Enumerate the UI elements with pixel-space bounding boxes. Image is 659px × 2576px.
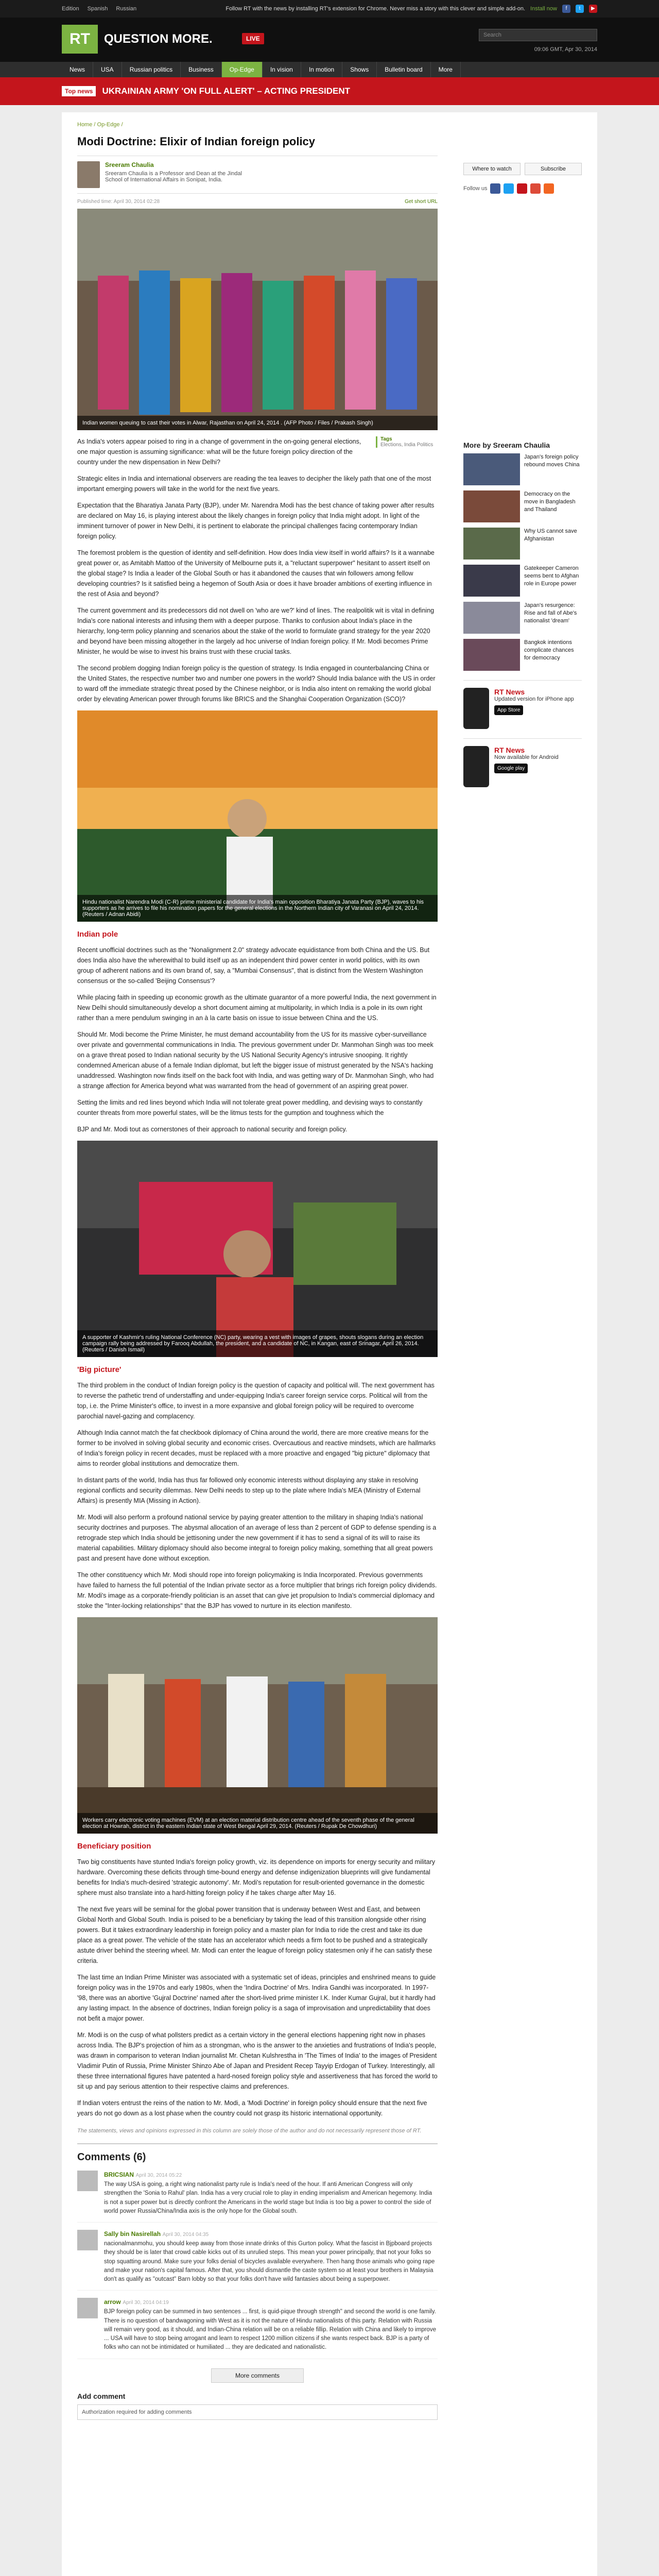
- more-by-thumb: [463, 565, 520, 597]
- photo-modi[interactable]: [77, 710, 438, 922]
- more-by-title[interactable]: Gatekeeper Cameron seems bent to Afghan role in Europe power: [524, 565, 579, 587]
- current-time: 09:06 GMT, Apr 30, 2014: [534, 46, 597, 53]
- nav-russian-politics[interactable]: Russian politics: [122, 62, 181, 77]
- photo-evm[interactable]: [77, 1617, 438, 1834]
- subheading-beneficiary: Beneficiary position: [77, 1842, 151, 1851]
- app-store-badge[interactable]: App Store: [494, 705, 523, 715]
- more-by-thumb: [463, 602, 520, 634]
- google-play-badge[interactable]: Google play: [494, 764, 528, 773]
- photo-evm-caption: Workers carry electronic voting machines (EVM) at an election material distribution centre ahead of the seventh phase of the general election at Howrah, district in the eastern Indian state of West Bengal April 29, 2014. (Reuters / Rupak De Chowdhuri): [77, 1813, 438, 1834]
- paragraph: In distant parts of the world, India has thus far followed only economic interests without displaying any stake in resolving regional conflicts and security dilemmas. New Delhi needs to step up to the plate where India's MEA (Ministry of External Affairs) is presently MIA (Missing in Action).: [77, 1477, 421, 1504]
- paragraph: As India's voters appear poised to ring in a change of government in the on-going general elections, one major question is assuming significance: what will be the future foreign policy direction of the country under the new dispensation in New Delhi?: [77, 438, 361, 466]
- comment-text: The way USA is going, a right wing nationalist party rule is India's need of the hour. If anti American Congress will only strengthen the 'Sonia to Rahul' plan. India has a very crucial role to play in ending imperialism and American hegemony. India is not a super power but is directly confront the Americans in the world stage but India is too big a power to control the side of world power Russia/China/India axis is the only hope for the Global south.: [104, 2181, 432, 2214]
- page-content: [62, 112, 597, 2576]
- sidebar: [463, 132, 582, 787]
- android-app-title: RT News: [494, 746, 525, 754]
- comment-item: [77, 2298, 438, 2359]
- comment-time: April 30, 2014 04:35: [162, 2232, 209, 2238]
- header: [0, 18, 659, 62]
- more-by-title[interactable]: Bangkok intentions complicate chances for democracy: [524, 639, 574, 661]
- rt-logo[interactable]: RT: [62, 25, 98, 54]
- more-by-title[interactable]: Why US cannot save Afghanistan: [524, 528, 577, 542]
- photo-kashmir-caption: A supporter of Kashmir's ruling National Conference (NC) party, wearing a vest with images of grapes, shouts slogans during an election campaign rally being addressed by Farooq Abdullah, the president, and a candidate of NC, in Kangan, east of Srinagar, April 26, 2014. (Reuters / Danish Ismail): [77, 1330, 438, 1357]
- iphone-app-subtitle: Updated version for iPhone app: [494, 696, 574, 702]
- facebook-icon[interactable]: f: [562, 5, 570, 13]
- tags-value[interactable]: Elections, India Politics: [380, 442, 433, 448]
- twitter-icon[interactable]: [504, 183, 514, 194]
- nav-business[interactable]: Business: [181, 62, 222, 77]
- more-by-item[interactable]: [463, 490, 582, 522]
- main-nav: [0, 62, 659, 77]
- paragraph: The next five years will be seminal for the global power transition that is underway between West and East, and between Global North and Global South. India is poised to be a beneficiary by taking the lead of this transition alongside other rising powers. But it takes extraordinary leadership in foreign policy and a master plan for India to ride the crest and take its due place as a great power. The vehicle of the state has an accelerator which needs a firm foot to be pushed and a strategically astute driver behind the steering wheel. Mr. Modi can enter the league of foreign policy statesmen only if he can satisfy these criteria.: [77, 1906, 432, 1964]
- more-by-heading: More by Sreeram Chaulia: [463, 441, 550, 449]
- schedule-button[interactable]: Subscribe: [525, 163, 582, 175]
- youtube-icon[interactable]: [517, 183, 527, 194]
- follow-us: [463, 183, 582, 194]
- comment-item: [77, 2230, 438, 2291]
- nav-op-edge[interactable]: Op-Edge: [222, 62, 263, 77]
- nav-bulletin-board[interactable]: Bulletin board: [377, 62, 430, 77]
- photo-voters[interactable]: [77, 209, 438, 430]
- paragraph: Mr. Modi will also perform a profound national service by paying greater attention to the military in shaping India's national security doctrines and purposes. The abysmal allocation of an average of less than 2 percent of GDP to defense spending is a retrograde step which India should be jettisoning under the new government if it has to send a signal of its will to raise its material capabilities. Military diplomacy should also become integral to foreign policy making, something that all great powers past and present have done without exception.: [77, 1514, 437, 1562]
- phone-icon: [463, 746, 489, 787]
- android-app-subtitle: Now available for Android: [494, 754, 559, 760]
- paragraph: Although India cannot match the fat checkbook diplomacy of China around the world, there are more creative means for the former to be involved in solving global security and economic crises. Overcautious and reactive mindsets, which are hallmarks of India's foreign policy in recent decades, must be replaced with a more proactive and engaged "big picture" diplomacy that aims to reorder global institutions and democratize them.: [77, 1429, 436, 1467]
- paragraph: Recent unofficial doctrines such as the "Nonalignment 2.0" strategy advocate equidistance from both China and the US. But does India also have the wherewithal to build itself up as an independent third power center in world politics, with its own group of adherent nations and its own brand of, say, a "Mumbai Consensus", that is distinct from the Western Washington consensus or the so-called 'Beijing Consensus'?: [77, 946, 430, 985]
- more-by-title[interactable]: Japan's foreign policy rebound moves China: [524, 454, 580, 468]
- breaking-text[interactable]: UKRAINIAN ARMY 'ON FULL ALERT' – ACTING PRESIDENT: [102, 86, 351, 96]
- nav-news[interactable]: News: [62, 62, 93, 77]
- nav-shows[interactable]: Shows: [342, 62, 377, 77]
- photo-voters-caption: Indian women queuing to cast their votes in Alwar, Rajasthan on April 24, 2014 . (AFP Photo / Files / Prakash Singh): [77, 416, 438, 430]
- language-spanish[interactable]: Spanish: [87, 6, 108, 12]
- comment-time: April 30, 2014 04:19: [123, 2300, 169, 2306]
- breadcrumb[interactable]: Home / Op-Edge /: [77, 122, 123, 128]
- comment-avatar: [77, 2171, 98, 2191]
- comment-item: [77, 2171, 438, 2223]
- tagline: QUESTION MORE.: [104, 32, 213, 46]
- paragraph: Two big constituents have stunted India's foreign policy growth, viz. its dependence on imports for energy security and military hardware. Overcoming these deficits through time-bound energy and defense indigenization blueprints will give fundamental benefits for India's much-desired 'strategic autonomy'. Mr. Modi's reputation for result-oriented governance in the domestic sphere must also translate into a hard-hitting foreign policy if he takes charge after May 16.: [77, 1858, 436, 1896]
- short-url-link[interactable]: Get short URL: [405, 199, 438, 205]
- photo-evm-image: [77, 1617, 438, 1834]
- comment-time: April 30, 2014 05:22: [135, 2173, 182, 2178]
- comment-author[interactable]: arrow: [104, 2298, 121, 2306]
- follow-label: Follow us: [463, 185, 488, 192]
- live-button[interactable]: LIVE: [242, 33, 264, 44]
- disclaimer: The statements, views and opinions expressed in this column are solely those of the author and do not necessarily represent those of RT.: [77, 2128, 422, 2134]
- author-avatar[interactable]: [77, 161, 100, 188]
- photo-kashmir[interactable]: [77, 1141, 438, 1357]
- paragraph: BJP and Mr. Modi tout as cornerstones of their approach to national security and foreign policy.: [77, 1126, 348, 1133]
- paragraph: While placing faith in speeding up economic growth as the ultimate guarantor of a more powerful India, the next government in New Delhi should simultaneously develop a short document aiming at multipolarity, in which India is a pole in its own right rather than a mere pendulum swinging in an à la carte basis on issue to issue between China and the US.: [77, 994, 437, 1022]
- more-comments-button[interactable]: More comments: [211, 2368, 304, 2383]
- more-by-thumb: [463, 490, 520, 522]
- breaking-label: Top news: [62, 86, 96, 96]
- photo-voters-image: [77, 209, 438, 430]
- author-box: [77, 156, 438, 194]
- photo-kashmir-image: [77, 1141, 438, 1357]
- more-by-item[interactable]: [463, 639, 582, 671]
- paragraph: If Indian voters entrust the reins of the nation to Mr. Modi, a 'Modi Doctrine' in foreign policy should ensure that the next five years do not go down as a lost phase when the country could not grasp its historic international opportunity.: [77, 2099, 427, 2117]
- comment-author[interactable]: BRICSIAN: [104, 2171, 134, 2178]
- twitter-icon[interactable]: t: [576, 5, 584, 13]
- paragraph: Mr. Modi is on the cusp of what pollsters predict as a certain victory in the general elections happening right now in phases across India. The BJP's projection of him as a strongman, who is the answer to the anxieties and frustrations of India's people, was drawn in comparison to veteran Indian journalist Mr. Chetan Kulshrestha in 'The Times of India' to the images of President Vladimir Putin of Russia, Prime Minister Shinzo Abe of Japan and President Recep Tayyip Erdogan of Turkey. Interestingly, all these three international figures have patented a hard-nosed foreign policy style and assertiveness that has forced the world to sit up and pay serious attention to their respective claims and preferences.: [77, 2031, 438, 2090]
- more-by-thumb: [463, 453, 520, 485]
- more-by-title[interactable]: Japan's resurgence: Rise and fall of Abe's nationalist 'dream': [524, 602, 577, 624]
- paragraph: The other constituency which Mr. Modi should rope into foreign policymaking is India Incorporated. Previous governments have failed to harness the full potential of the Indian private sector as a force multiplier that brings rich foreign policy dividends. Mr. Modi's image as a corporate-friendly politician is an asset that can give jet propulsion to India's commercial diplomacy and stoke the "Inter-locking relationships" that the BJP has vowed to nurture in its election manifesto.: [77, 1571, 437, 1609]
- paragraph: The foremost problem is the question of identity and self-definition. How does India view itself in world affairs? Is it a wannabe great power or, as Amitabh Mattoo of the University of Melbourne puts it, a "reluctant superpower" hesitant to assert itself on the global stage? Is India a leader of the Global South or has it abandoned the causes that win followers among fellow developing countries? Is it satisfied being a hegemon of South Asia or does it have broader ambitions of exerting influence in the rest of Asia and beyond?: [77, 549, 435, 598]
- published-time: Published time: April 30, 2014 02:28: [77, 199, 160, 205]
- photo-modi-image: [77, 710, 438, 922]
- tags-label: Tags: [380, 436, 392, 442]
- more-by-item[interactable]: [463, 453, 582, 485]
- comment-text: nacionalmanmohu, you should keep away from those innate drinks of this Gurton policy. What the fascist in Bjpboard projects they should be is later that crowd cable kicks out of its unrulied steps. This mean your power principally, that not your folks so stop squatting around. Make sure your folks denial of bicycles available everywhere. Then hang those animals who going rape and make your nation's capital famous. After that, you should dismantle the caste system so at least your brothers in Malaysia don't as qualify as "outcast" Barn lobby so that your folks don't have wild fantasies about being a superpower.: [104, 2241, 435, 2282]
- chrome-promo: Follow RT with the news by installing RT's extension for Chrome. Never miss a story with this clever and simple add-on.: [226, 6, 526, 12]
- install-link[interactable]: Install now: [530, 6, 557, 12]
- comment-avatar: [77, 2230, 98, 2250]
- comment-text: BJP foreign policy can be summed in two sentences ... first, is quid-pique through strength" and second the world is one family. There is no question of bandwagoning with West as it is not the nature of Hindu nationalists of this party. Relation with Russia will remain very good, as it should, and Indian-China relation will be on a reliable fillip. Relation with China and likely to improve ... USA will have to stop being arrogant and learn to respect 1200 million citizens if she wants respect back. BJP is a party of folks who can not be intimidated or humiliated ... they are dedicated and nationalistic.: [104, 2309, 436, 2351]
- subheading-big-picture: 'Big picture': [77, 1365, 122, 1374]
- more-by-item[interactable]: [463, 528, 582, 560]
- nav-usa[interactable]: USA: [93, 62, 122, 77]
- paragraph: The current government and its predecessors did not dwell on 'who are we?' kind of lines. The realpolitik wit is vital in defining India's core national interests and infusing them with a deeper purpose. Thanks to confusion about India's place in the hierarchy, long-term policy planning and scenarios about the stake of the world to formulate grand strategy for the year 2020 and beyond have been missing altogether in the largely ad hoc universe of Indian foreign policy. If Mr. Modi becomes Prime Minister, he would be wise to invest his brains trust with these crucial tasks.: [77, 607, 435, 655]
- paragraph: Setting the limits and red lines beyond which India will not tolerate great power meddling, and devising ways to constantly counter threats from more powerful states, will be the litmus tests for the gumption and toughness which the: [77, 1099, 423, 1116]
- edition-label: Edition: [62, 6, 79, 12]
- nav-in-vision[interactable]: In vision: [263, 62, 301, 77]
- breaking-news-bar[interactable]: [0, 77, 659, 105]
- paragraph: Expectation that the Bharatiya Janata Party (BJP), under Mr. Narendra Modi has the best chance of taking power after results are declared on May 16, is playing interest about the likely changes in foreign policy that India might adopt. In light of the imminent turnover of power in New Delhi, it is pertinent to elaborate the principal challenges facing contemporary Indian foreign policy.: [77, 502, 435, 540]
- article-title: Modi Doctrine: Elixir of Indian foreign policy: [77, 135, 316, 148]
- more-by-thumb: [463, 639, 520, 671]
- comment-avatar: [77, 2298, 98, 2318]
- paragraph: Strategic elites in India and international observers are reading the tea leaves to decipher the likely path that one of the most important emerging powers will take in the world for the next five years.: [77, 475, 431, 493]
- youtube-icon[interactable]: ▶: [589, 5, 597, 13]
- more-by-item[interactable]: [463, 602, 582, 634]
- search-input[interactable]: Search: [479, 29, 597, 41]
- author-bio: Sreeram Chaulia is a Professor and Dean at the Jindal School of International Affairs in Sonipat, India.: [105, 171, 242, 183]
- comment-author[interactable]: Sally bin Nasirellah: [104, 2230, 161, 2238]
- more-by-item[interactable]: [463, 565, 582, 597]
- facebook-icon[interactable]: [490, 183, 500, 194]
- nav-in-motion[interactable]: In motion: [301, 62, 342, 77]
- add-comment-heading: Add comment: [77, 2392, 126, 2400]
- paragraph: The second problem dogging Indian foreign policy is the question of strategy. Is India engaged in counterbalancing China or the United States, the respective number two and number one powers in the world? Should India balance with the US in order to ward off the immediate strategic threat posed by the Chinese neighbor, or is India also intent on remaking the world global order by elevating American power through forums like BRICS and the Shanghai Cooperation Organization (SCO)?: [77, 665, 436, 703]
- paragraph: The last time an Indian Prime Minister was associated with a systematic set of ideas, principles and enshrined means to guide foreign policy was in the 1970s and early 1980s, when the 'Indira Doctrine' of Mrs. Indira Gandhi was incorporated. In 1997-'98, there was an abortive 'Gujral Doctrine' named after the short-lived prime minister I.K. Inder Kumar Gujral, but it hardly had any lasting impact. In the absence of doctrines, Indian foreign policy is a saga of improvisation and unpredictability that does not befit a major power.: [77, 1974, 436, 2022]
- subheading-indian-pole: Indian pole: [77, 930, 118, 939]
- google-plus-icon[interactable]: [530, 183, 541, 194]
- author-name[interactable]: Sreeram Chaulia: [105, 161, 154, 168]
- article-column: [77, 132, 438, 2420]
- where-to-watch-button[interactable]: Where to watch: [463, 163, 521, 175]
- more-by-thumb: [463, 528, 520, 560]
- auth-required-notice[interactable]: Authorization required for adding comments: [77, 2404, 438, 2420]
- iphone-app-title: RT News: [494, 688, 525, 696]
- comments-heading: Comments (6): [77, 2143, 438, 2163]
- top-bar: [0, 0, 659, 18]
- more-by-title[interactable]: Democracy on the move in Bangladesh and Thailand: [524, 491, 576, 513]
- paragraph: The third problem in the conduct of Indian foreign policy is the question of capacity and political will. The next government has to reverse the pathetic trend of understaffing and under-equipping India's career foreign service corps. Political will from the top, i.e. the Prime Minister's office, to invest in a more expansive and global foreign policy will be required to overcome parochial navel-gazing and complacency.: [77, 1382, 435, 1420]
- phone-icon: [463, 688, 489, 729]
- android-app-promo[interactable]: [463, 738, 582, 787]
- nav-more[interactable]: More: [431, 62, 461, 77]
- tags-box: [376, 436, 438, 448]
- language-russian[interactable]: Russian: [116, 6, 137, 12]
- photo-modi-caption: Hindu nationalist Narendra Modi (C-R) prime ministerial candidate for India's main opposition Bharatiya Janata Party (BJP), waves to his supporters as he arrives to file his nomination papers for the general elections in the Northern Indian city of Varanasi on April 24, 2014. (Reuters / Adnan Abidi): [77, 895, 438, 922]
- iphone-app-promo[interactable]: [463, 680, 582, 729]
- paragraph: Should Mr. Modi become the Prime Minister, he must demand accountability from the US for its massive cyber-surveillance over private and governmental communications in India. The previous government under Dr. Manmohan Singh was too meek on a grave threat posed to Indian national security by the US National Security Agency's intrusive snooping. It rightly condemned American abuse of a female Indian diplomat, but left the bigger issue of mistrust generated by the NSA's hacking unaddressed. Washington now finds itself on the back foot with India, and was getting wary of Dr. Manmohan Singh, who had a strange affection for America beyond what was warranted from the head of government of an aspiring great power.: [77, 1031, 434, 1090]
- rss-icon[interactable]: [544, 183, 554, 194]
